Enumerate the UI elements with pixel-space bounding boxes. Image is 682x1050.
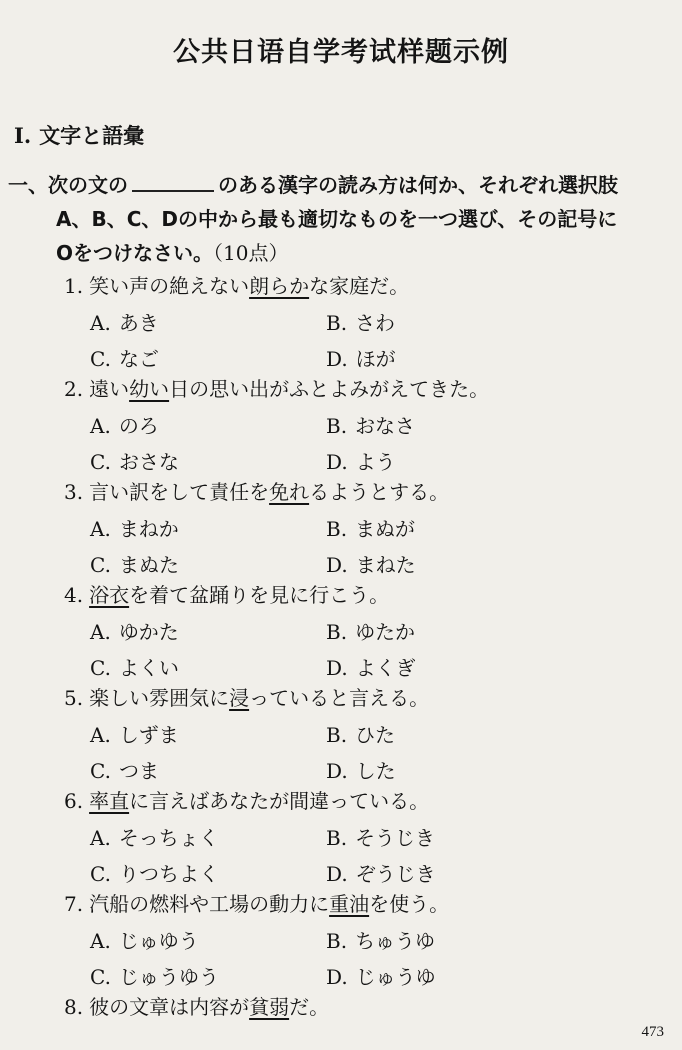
question-text-after: 日の思い出がふとよみがえてきた。 <box>169 377 490 401</box>
option-key: C. <box>90 347 111 371</box>
instruction-line-1 <box>8 168 672 202</box>
page-title: 公共日语自学考试样题示例 <box>173 37 509 68</box>
question-text-after: な家庭だ。 <box>309 274 410 298</box>
underlined-kanji: 貧弱 <box>249 995 290 1019</box>
page-number: 473 <box>641 1024 664 1040</box>
instruction-line-1-rest: のある漢字の読み方は何か、それぞれ選択肢 <box>218 173 618 197</box>
option-key: C. <box>90 553 111 577</box>
option-text: さわ <box>355 311 396 335</box>
option-key: B. <box>326 929 348 953</box>
option-text: した <box>355 759 396 783</box>
option-a <box>90 306 159 340</box>
option-key: A. <box>90 517 111 541</box>
option-key: B. <box>326 311 348 335</box>
question-text-before: 遠い <box>89 377 130 401</box>
option-key: A. <box>90 311 111 335</box>
answer-options <box>64 920 664 996</box>
option-text: おなさ <box>355 414 416 438</box>
option-key: B. <box>326 723 348 747</box>
option-text: しずま <box>118 723 179 747</box>
underlined-kanji: 朗らか <box>249 274 310 298</box>
option-d <box>326 651 416 685</box>
option-d <box>326 857 436 891</box>
option-text: ちゅうゆ <box>355 929 436 953</box>
option-d <box>326 548 416 582</box>
option-text: そっちょく <box>118 826 219 850</box>
option-text: まぬた <box>118 553 179 577</box>
instruction-line-3-text: Oをつけなさい。 <box>56 241 214 265</box>
option-text: ゆかた <box>118 620 179 644</box>
option-b <box>326 924 435 958</box>
question-text-after: を着て盆踊りを見に行こう。 <box>129 583 390 607</box>
option-text: りつちよく <box>118 862 219 886</box>
option-d <box>326 960 436 994</box>
answer-options <box>64 714 664 790</box>
underlined-kanji: 幼い <box>129 377 170 401</box>
option-d <box>326 342 396 376</box>
option-key: C. <box>90 450 111 474</box>
question-stem <box>64 579 664 611</box>
option-key: D. <box>326 553 348 577</box>
option-a <box>90 718 179 752</box>
question-number: 4. <box>64 583 84 607</box>
option-text: まねか <box>118 517 179 541</box>
question-stem <box>64 785 664 817</box>
question-number: 7. <box>64 892 84 916</box>
question-1 <box>64 270 664 378</box>
option-key: D. <box>326 450 348 474</box>
question-text-after: るようとする。 <box>309 480 450 504</box>
underlined-kanji: 浴衣 <box>89 583 130 607</box>
underlined-kanji: 率直 <box>89 789 130 813</box>
option-a <box>90 512 179 546</box>
instruction-block <box>8 168 672 270</box>
option-a <box>90 821 219 855</box>
question-7 <box>64 888 664 996</box>
question-text-before: 彼の文章は内容が <box>89 995 250 1019</box>
option-key: A. <box>90 414 111 438</box>
option-key: D. <box>326 862 348 886</box>
option-key: D. <box>326 965 348 989</box>
underline-blank <box>132 174 214 192</box>
answer-options <box>64 405 664 481</box>
option-a <box>90 615 179 649</box>
option-b <box>326 512 415 546</box>
option-key: D. <box>326 656 348 680</box>
question-5 <box>64 682 664 790</box>
question-stem <box>64 476 664 508</box>
question-stem <box>64 991 664 1023</box>
option-key: B. <box>326 620 348 644</box>
question-text-before: 汽船の燃料や工場の動力に <box>89 892 330 916</box>
option-c <box>90 445 179 479</box>
option-c <box>90 857 219 891</box>
question-number: 5. <box>64 686 84 710</box>
option-d <box>326 445 396 479</box>
option-text: じゅうゆう <box>118 965 219 989</box>
option-a <box>90 409 159 443</box>
option-key: C. <box>90 759 111 783</box>
question-text-before: 笑い声の絶えない <box>89 274 250 298</box>
option-b <box>326 821 435 855</box>
option-c <box>90 960 219 994</box>
option-c <box>90 548 179 582</box>
option-key: B. <box>326 517 348 541</box>
option-key: D. <box>326 759 348 783</box>
option-text: のろ <box>118 414 159 438</box>
option-text: あき <box>118 311 159 335</box>
underlined-kanji: 免れ <box>269 480 310 504</box>
option-key: A. <box>90 620 111 644</box>
underlined-kanji: 浸 <box>229 686 250 710</box>
question-text-after: に言えばあなたが間違っている。 <box>129 789 430 813</box>
option-text: じゅゆう <box>118 929 199 953</box>
option-key: B. <box>326 826 348 850</box>
option-key: C. <box>90 965 111 989</box>
section-label: 文字と語彙 <box>39 124 145 148</box>
option-key: B. <box>326 414 348 438</box>
question-text-after: っていると言える。 <box>249 686 430 710</box>
question-2 <box>64 373 664 481</box>
question-6 <box>64 785 664 893</box>
option-text: そうじき <box>355 826 436 850</box>
instruction-line-2: A、B、C、Dの中から最も適切なものを一つ選び、その記号に <box>56 207 618 231</box>
option-c <box>90 651 179 685</box>
question-number: 2. <box>64 377 84 401</box>
option-text: なご <box>118 347 159 371</box>
question-8 <box>64 991 664 1023</box>
section-number: Ⅰ. <box>14 123 32 148</box>
question-text-after: を使う。 <box>369 892 450 916</box>
instruction-prefix: 一、次の文の <box>8 173 128 197</box>
question-stem <box>64 373 664 405</box>
option-c <box>90 754 159 788</box>
option-text: まぬが <box>355 517 416 541</box>
option-key: A. <box>90 826 111 850</box>
instruction-points: （10点） <box>213 241 289 265</box>
question-number: 8. <box>64 995 84 1019</box>
section-heading <box>14 120 144 150</box>
question-4 <box>64 579 664 687</box>
answer-options <box>64 302 664 378</box>
underlined-kanji: 重油 <box>329 892 370 916</box>
question-stem <box>64 270 664 302</box>
option-text: ゆたか <box>355 620 416 644</box>
question-text-before: 言い訳をして責任を <box>89 480 270 504</box>
question-stem <box>64 682 664 714</box>
option-a <box>90 924 199 958</box>
question-3 <box>64 476 664 584</box>
option-d <box>326 754 396 788</box>
option-key: C. <box>90 656 111 680</box>
option-text: よう <box>355 450 396 474</box>
option-text: ひた <box>355 723 396 747</box>
question-text-after: だ。 <box>289 995 330 1019</box>
option-b <box>326 306 395 340</box>
option-text: よくい <box>118 656 179 680</box>
answer-options <box>64 508 664 584</box>
question-text-before: 楽しい雰囲気に <box>89 686 230 710</box>
option-text: おさな <box>118 450 179 474</box>
option-text: よくぎ <box>355 656 416 680</box>
option-key: A. <box>90 929 111 953</box>
option-key: C. <box>90 862 111 886</box>
instruction-line-3 <box>8 236 672 270</box>
option-c <box>90 342 159 376</box>
question-number: 6. <box>64 789 84 813</box>
option-b <box>326 409 415 443</box>
question-stem <box>64 888 664 920</box>
answer-options <box>64 817 664 893</box>
option-text: つま <box>118 759 159 783</box>
option-text: まねた <box>355 553 416 577</box>
answer-options <box>64 611 664 687</box>
option-key: A. <box>90 723 111 747</box>
question-number: 1. <box>64 274 84 298</box>
option-b <box>326 615 415 649</box>
option-text: ほが <box>355 347 396 371</box>
option-b <box>326 718 395 752</box>
option-text: ぞうじき <box>355 862 436 886</box>
question-number: 3. <box>64 480 84 504</box>
option-key: D. <box>326 347 348 371</box>
option-text: じゅうゆ <box>355 965 436 989</box>
